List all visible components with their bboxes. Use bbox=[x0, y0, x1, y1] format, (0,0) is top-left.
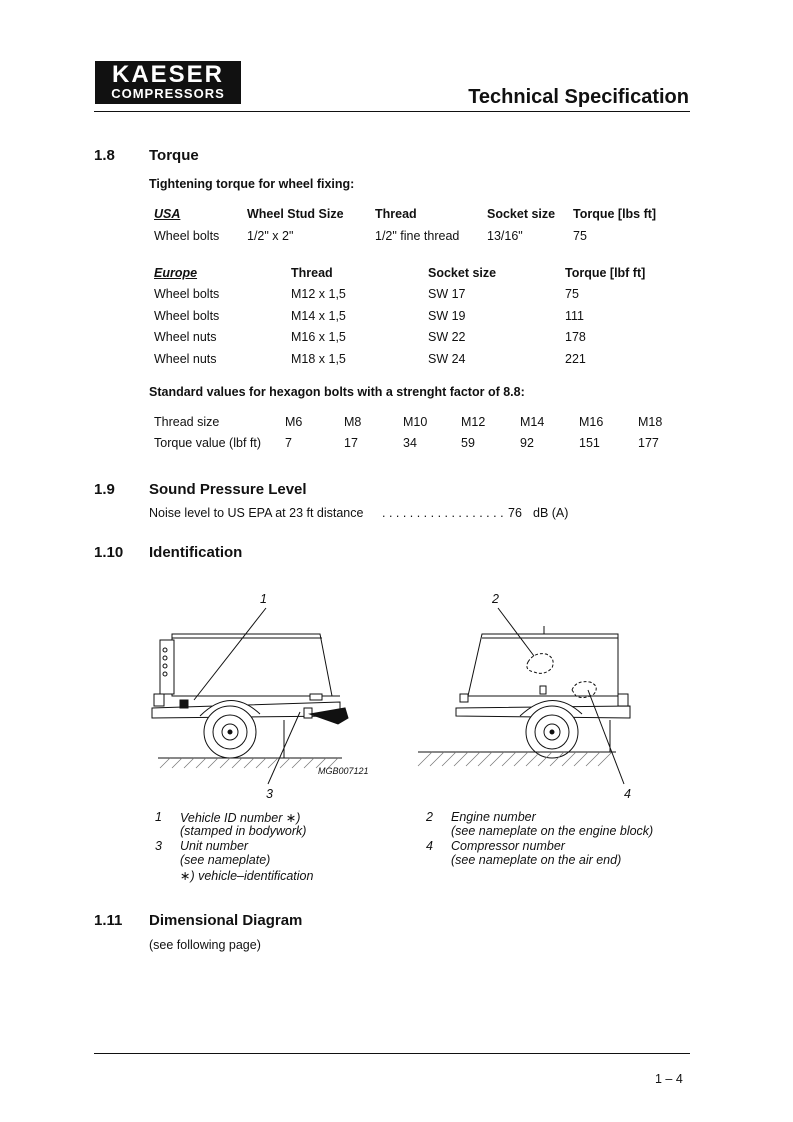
table-cell: M10 bbox=[403, 415, 428, 429]
legend-line: (see nameplate) bbox=[180, 853, 271, 867]
figure-callout-1: 1 bbox=[260, 592, 267, 606]
table-cell: 7 bbox=[285, 436, 292, 450]
noise-leader-dots: . . . . . . . . . . . . . . . . . . bbox=[382, 506, 504, 520]
table-cell: 1/2" fine thread bbox=[375, 229, 460, 243]
noise-label: Noise level to US EPA at 23 ft distance bbox=[149, 506, 364, 520]
table-cell: M8 bbox=[344, 415, 362, 429]
table-cell: Wheel nuts bbox=[154, 330, 217, 344]
section-number-torque: 1.8 bbox=[94, 147, 115, 164]
kaeser-logo bbox=[95, 61, 241, 104]
figure-callout-2: 2 bbox=[492, 592, 499, 606]
legend-line: (stamped in bodywork) bbox=[180, 824, 307, 838]
table-cell: 1/2" x 2" bbox=[247, 229, 294, 243]
table-cell: Wheel bolts bbox=[154, 287, 220, 301]
dim-note: (see following page) bbox=[149, 938, 261, 952]
table-cell: 221 bbox=[565, 352, 586, 366]
usa-header-region: USA bbox=[154, 207, 181, 221]
table-cell: Wheel bolts bbox=[154, 229, 220, 243]
table-cell: M12 bbox=[461, 415, 486, 429]
table-cell: 59 bbox=[461, 436, 475, 450]
table-cell: 111 bbox=[565, 309, 585, 323]
legend-line: Compressor number bbox=[451, 839, 565, 853]
table-cell: 17 bbox=[344, 436, 358, 450]
figure-callout-3: 3 bbox=[266, 787, 273, 801]
table-cell: M14 x 1,5 bbox=[291, 309, 346, 323]
section-number-dim: 1.11 bbox=[94, 912, 123, 929]
logo-brand-text: KAESER bbox=[111, 61, 225, 88]
page-title: Technical Specification bbox=[468, 86, 689, 108]
table-cell: 75 bbox=[573, 229, 587, 243]
legend-num: 2 bbox=[426, 810, 433, 824]
table-cell: M12 x 1,5 bbox=[291, 287, 346, 301]
section-title-ident: Identification bbox=[149, 544, 243, 561]
usa-header-thread: Thread bbox=[375, 207, 417, 221]
legend-line: (see nameplate on the engine block) bbox=[451, 824, 654, 838]
table-cell: 75 bbox=[565, 287, 579, 301]
section-title-dim: Dimensional Diagram bbox=[149, 912, 303, 929]
table-cell: 92 bbox=[520, 436, 534, 450]
legend-num: 4 bbox=[426, 839, 433, 853]
noise-unit: dB (A) bbox=[533, 506, 569, 520]
table-cell: M14 bbox=[520, 415, 545, 429]
table-cell: Wheel nuts bbox=[154, 352, 217, 366]
usa-header-torque: Torque [lbs ft] bbox=[573, 207, 657, 221]
table-cell: SW 24 bbox=[428, 352, 466, 366]
section-number-sound: 1.9 bbox=[94, 481, 115, 498]
table-cell: SW 22 bbox=[428, 330, 466, 344]
europe-header-region: Europe bbox=[154, 266, 198, 280]
table-cell: Wheel bolts bbox=[154, 309, 220, 323]
table-cell: 13/16" bbox=[487, 229, 523, 243]
hex-row-label-torque: Torque value (lbf ft) bbox=[154, 436, 261, 450]
compressor-rear-view-figure bbox=[410, 590, 650, 805]
table-cell: M16 bbox=[579, 415, 604, 429]
torque-subheading: Tightening torque for wheel fixing: bbox=[149, 177, 355, 191]
europe-header-socket: Socket size bbox=[428, 266, 497, 280]
table-cell: 151 bbox=[579, 436, 600, 450]
legend-num: 1 bbox=[155, 810, 162, 824]
table-cell: 177 bbox=[638, 436, 659, 450]
table-cell: 34 bbox=[403, 436, 417, 450]
legend-num: 3 bbox=[155, 839, 162, 853]
logo-sub-text: COMPRESSORS bbox=[111, 86, 225, 101]
page-number: 1 – 4 bbox=[655, 1072, 683, 1086]
section-title-torque: Torque bbox=[149, 147, 199, 164]
table-cell: SW 17 bbox=[428, 287, 466, 301]
usa-header-stud: Wheel Stud Size bbox=[247, 207, 344, 221]
hex-row-label-size: Thread size bbox=[154, 415, 220, 429]
table-cell: M18 x 1,5 bbox=[291, 352, 346, 366]
legend-line: Unit number bbox=[180, 839, 249, 853]
figure-callout-4: 4 bbox=[624, 787, 631, 801]
legend-line: Vehicle ID number ∗) bbox=[180, 811, 301, 825]
europe-header-thread: Thread bbox=[291, 266, 333, 280]
legend-line: ∗) vehicle–identification bbox=[180, 869, 314, 883]
legend-line: Engine number bbox=[451, 810, 536, 824]
figure-code: MGB007121 bbox=[318, 766, 369, 776]
usa-header-socket: Socket size bbox=[487, 207, 556, 221]
section-title-sound: Sound Pressure Level bbox=[149, 481, 307, 498]
table-cell: M6 bbox=[285, 415, 303, 429]
header-rule bbox=[94, 111, 690, 112]
hex-bolt-heading: Standard values for hexagon bolts with a strenght factor of 8.8: bbox=[149, 385, 525, 399]
table-cell: M16 x 1,5 bbox=[291, 330, 346, 344]
table-cell: M18 bbox=[638, 415, 663, 429]
section-number-ident: 1.10 bbox=[94, 544, 124, 561]
table-cell: SW 19 bbox=[428, 309, 466, 323]
table-cell: 178 bbox=[565, 330, 586, 344]
noise-value: 76 bbox=[508, 506, 522, 520]
europe-header-torque: Torque [lbf ft] bbox=[565, 266, 646, 280]
legend-line: (see nameplate on the air end) bbox=[451, 853, 622, 867]
footer-rule bbox=[94, 1053, 690, 1054]
